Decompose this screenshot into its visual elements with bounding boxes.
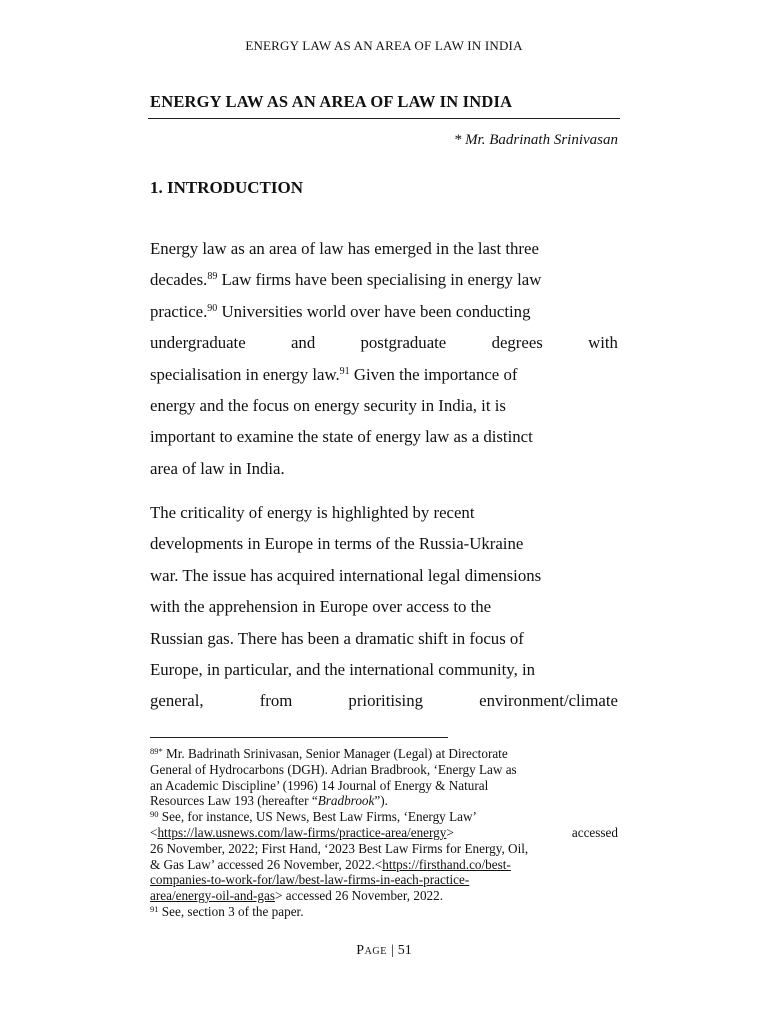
section-heading: 1. INTRODUCTION (150, 178, 304, 197)
footnote-rule (150, 737, 448, 738)
body-line: area of law in India. (150, 458, 285, 478)
footnote-ref-90[interactable]: 90 (207, 302, 218, 314)
body-line: important to examine the state of energy law as a distinct (150, 427, 533, 447)
footnote-line (150, 872, 618, 888)
footnote-90: $^{90}$ See, for instance, US News, Best Law Firms, ‘Energy Law’ (150, 809, 477, 825)
footnote-ref-91[interactable]: 91 (339, 365, 350, 377)
footnote-ref-89[interactable]: 89 (207, 271, 218, 283)
link-usnews[interactable]: https://law.usnews.com/law-firms/practice-area/energy (157, 824, 447, 840)
title-rule (148, 118, 620, 119)
body-line: energy and the focus on energy security in India, it is (150, 395, 506, 415)
footnote-line: Resources Law 193 (hereafter “Bradbrook”). (150, 793, 388, 809)
footnote-line: General of Hydrocarbons (DGH). Adrian Bradbrook, ‘Energy Law as (150, 761, 517, 777)
page-footer (0, 943, 768, 959)
body-line: Russian gas. There has been a dramatic shift in focus of (150, 628, 524, 648)
body-line: The criticality of energy is highlighted by recent (150, 503, 475, 522)
page-number: 51 (397, 943, 412, 958)
footnote-91: $^{91}$ See, section 3 of the paper. (150, 903, 304, 919)
link-firsthand[interactable]: area/energy-oil-and-gas (150, 888, 275, 904)
article-title: ENERGY LAW AS AN AREA OF LAW IN INDIA (150, 92, 513, 111)
body-line: practice.$^{90}$ Universities world over have been conducting (150, 301, 531, 321)
body-line: general, from prioritising environment/climate (150, 691, 618, 711)
footnote-line: 26 November, 2022; First Hand, ‘2023 Best Law Firms for Energy, Oil, (150, 840, 529, 856)
body-line: Europe, in particular, and the international community, in (150, 659, 536, 679)
body-line: war. The issue has acquired international legal dimensions (150, 565, 542, 585)
body-line: Energy law as an area of law has emerged in the last three (150, 239, 539, 258)
body-line: decades.$^{89}$ Law firms have been specialising in energy law (150, 270, 542, 290)
link-firsthand[interactable]: companies-to-work-for/law/best-law-firms-in-each-practice- (150, 872, 470, 888)
author-line: * Mr. Badrinath Srinivasan (453, 132, 618, 148)
body-line: with the apprehension in Europe over access to the (150, 597, 492, 617)
body-line: developments in Europe in terms of the Russia-Ukraine (150, 534, 524, 554)
link-firsthand[interactable]: https://firsthand.co/best- (382, 856, 511, 872)
body-line: undergraduate and postgraduate degrees with (150, 333, 618, 353)
page-label: Page (356, 943, 387, 958)
footnotes (150, 746, 618, 920)
footnote-line: area/energy-oil-and-gas> accessed 26 November, 2022. (150, 888, 444, 904)
page-separator: | (390, 943, 394, 958)
footnote-line: an Academic Discipline’ (1996) 14 Journal of Energy & Natural (150, 777, 489, 793)
footnote-line: <https://law.usnews.com/law-firms/practice-area/energy> accessed (150, 824, 618, 840)
paragraph-2 (150, 497, 618, 717)
footnote-89: $^{89*}$ Mr. Badrinath Srinivasan, Senior Manager (Legal) at Directorate (150, 746, 508, 761)
body-line: specialisation in energy law.$^{91}$ Given the importance of (150, 364, 518, 384)
footnote-line: & Gas Law’ accessed 26 November, 2022.<https://firsthand.co/best- (150, 856, 511, 872)
paragraph-1 (150, 233, 618, 484)
running-header: ENERGY LAW AS AN AREA OF LAW IN INDIA (245, 38, 523, 53)
